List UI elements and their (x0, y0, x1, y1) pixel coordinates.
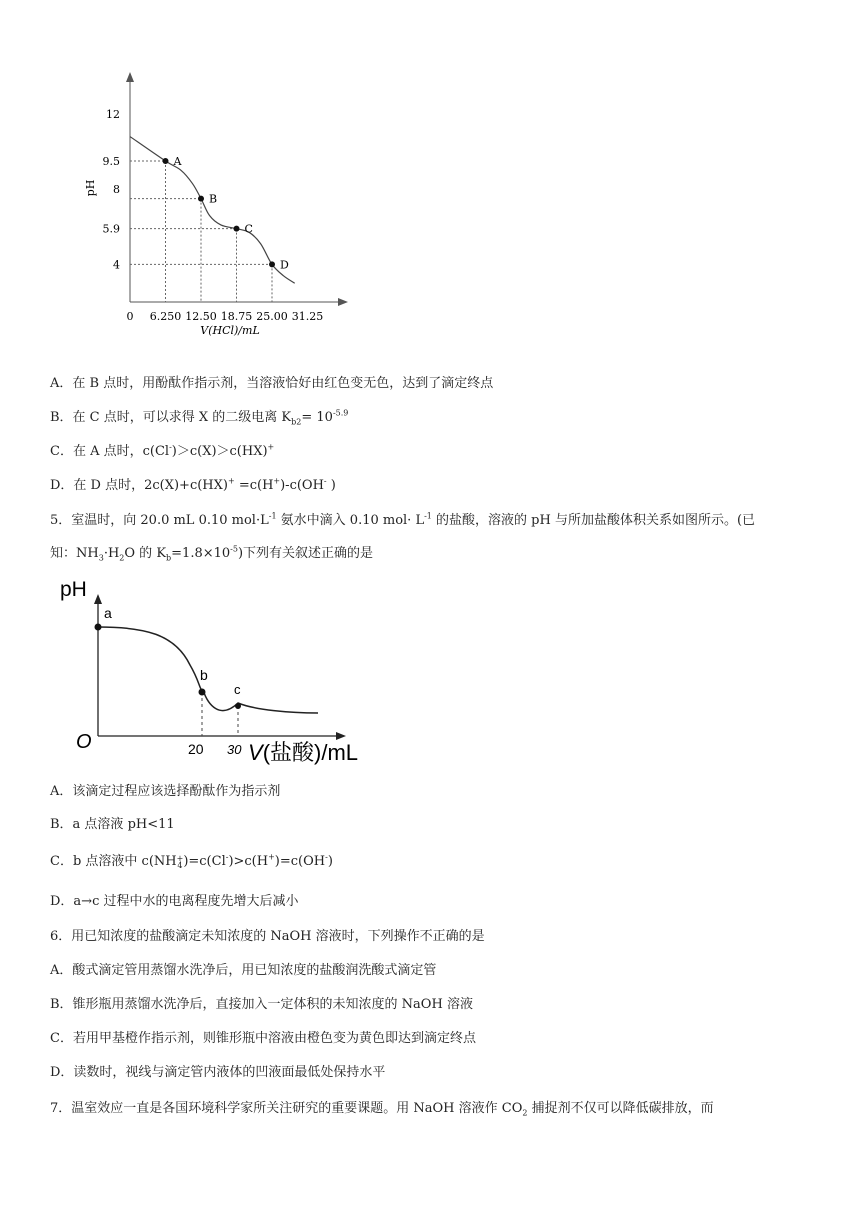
q5-option-c: C．b 点溶液中 c(NH + 4 )=c(Cl-)>c(H+)=c(OH-) (50, 852, 333, 870)
q5-option-a: A．该滴定过程应该选择酚酞作为指示剂 (50, 784, 281, 799)
point-b-label: b (200, 667, 208, 683)
q5-option-b: B．a 点溶液 pH<11 (50, 817, 175, 832)
x-tick-label: 18.75 (220, 310, 253, 323)
point-c (235, 703, 241, 709)
q5-stem-line-2: 知：$NH_3\cdot H_2O$ 的 $K_b=1.8\times 10^{-5}$)下列有关叙述正确的是 (50, 544, 374, 563)
q4-option-b: B．在 C 点时，可以求得 X 的二级电离 $K_{b2}= 10^{-5.9}$ (50, 408, 349, 427)
q5-stem-line-1: 5．室温时，向 20.0 mL 0.10 $mol\cdot L^{-1}$ 氨水中滴入 0.10 $mol\cdot L^{-1}$ 的盐酸，溶液的 pH 与所加盐酸体积关系如图所示。(已 (50, 511, 756, 528)
y-tick-label: 9.5 (102, 155, 120, 168)
chart-1-svg (80, 70, 370, 345)
point-a (163, 158, 169, 164)
ph-titration-chart-2 (50, 570, 390, 775)
y-axis-label: pH (60, 578, 87, 601)
ph-titration-chart-1 (80, 70, 370, 345)
q6-option-b: B．锥形瓶用蒸馏水洗净后，直接加入一定体积的未知浓度的 NaOH 溶液 (50, 997, 473, 1012)
x-axis-label: V(HCl)/mL (200, 324, 260, 337)
point-b (198, 196, 204, 202)
origin-label: O (76, 731, 92, 753)
x-tick-30: 30 (227, 742, 242, 757)
q6-stem: 6．用已知浓度的盐酸滴定未知浓度的 NaOH 溶液时，下列操作不正确的是 (50, 929, 485, 944)
titration-curve (98, 627, 318, 713)
point-b-label: B (209, 192, 218, 206)
x-tick-label: 31.25 (291, 310, 324, 323)
y-axis-arrow (126, 72, 134, 82)
point-c-label: C (244, 222, 253, 236)
titration-curve (130, 137, 295, 284)
x-axis-label-rest: (盐酸)/mL (262, 740, 359, 765)
y-axis-label: pH (84, 179, 97, 197)
q4-option-c: C．在 A 点时，c(Cl-)＞c(X)＞c(HX)+ (50, 442, 275, 459)
y-tick-label: 5.9 (102, 222, 120, 236)
x-axis-arrow (336, 732, 346, 740)
x-tick-label: 0 (126, 310, 134, 323)
q4-option-d: D．在 D 点时，2c(X)+c(HX)+ =c(H+)-c(OH- ) (50, 476, 336, 493)
q6-option-c: C．若用甲基橙作指示剂，则锥形瓶中溶液由橙色变为黄色即达到滴定终点 (50, 1031, 476, 1046)
y-tick-label: 12 (106, 108, 120, 121)
point-d-label: D (280, 258, 289, 272)
q6-option-d: D．读数时，视线与滴定管内液体的凹液面最低处保持水平 (50, 1065, 386, 1080)
point-c-label: c (234, 682, 241, 697)
y-axis-arrow (94, 594, 102, 604)
x-tick-20: 20 (188, 741, 204, 757)
y-tick-label: 4 (113, 258, 120, 272)
point-d (269, 261, 275, 267)
q5-option-d: D．a→c 过程中水的电离程度先增大后减小 (50, 894, 299, 909)
x-tick-label: 6.250 (149, 310, 182, 323)
x-axis-arrow (338, 298, 348, 306)
q7-stem: 7．温室效应一直是各国环境科学家所关注研究的重要课题。用 NaOH 溶液作 $CO_2$ 捕捉剂不仅可以降低碳排放，而 (50, 1101, 714, 1118)
chart-2-svg (50, 570, 390, 775)
point-a-label: A (173, 155, 182, 168)
point-c (234, 226, 240, 232)
q4-option-a: A．在 B 点时，用酚酞作指示剂，当溶液恰好由红色变无色，达到了滴定终点 (50, 376, 494, 391)
x-tick-label: 25.00 (256, 310, 288, 323)
point-b (199, 689, 206, 696)
point-a (95, 624, 102, 631)
q6-option-a: A．酸式滴定管用蒸馏水洗净后，用已知浓度的盐酸润洗酸式滴定管 (50, 963, 437, 978)
x-axis-label: V(盐酸)/mL (248, 740, 359, 765)
x-tick-label: 12.50 (185, 310, 217, 323)
point-a-label: a (104, 605, 112, 621)
y-tick-label: 8 (113, 183, 120, 197)
